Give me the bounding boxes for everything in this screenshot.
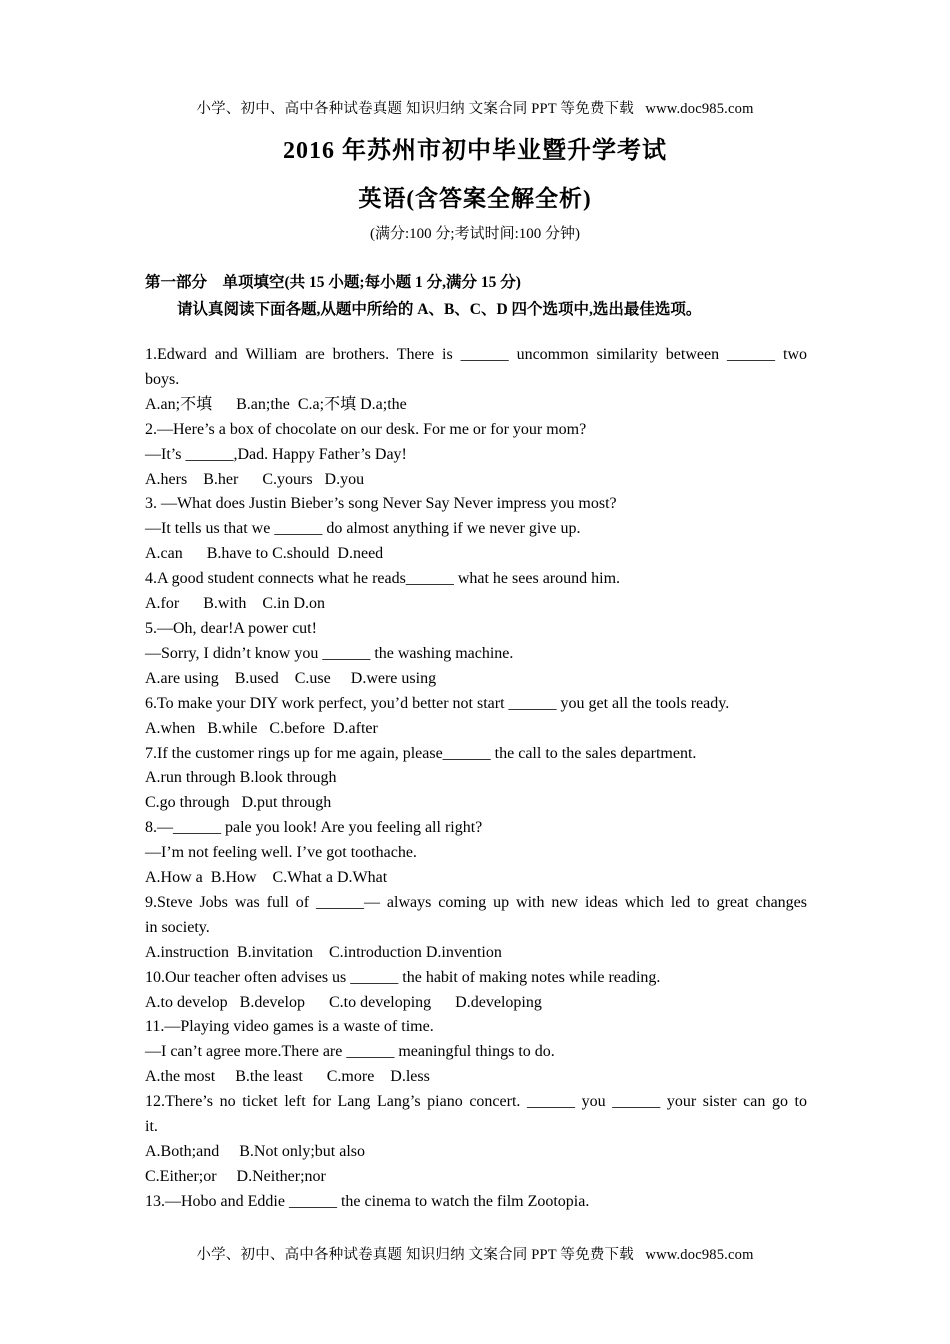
- body-line: 13.—Hobo and Eddie ______ the cinema to watch the film Zootopia.: [145, 1192, 590, 1210]
- body-line: in society.: [145, 918, 210, 936]
- body-line: 5.—Oh, dear!A power cut!: [145, 619, 317, 637]
- body-line: —I can’t agree more.There are ______ meaningful things to do.: [145, 1043, 555, 1061]
- body-line: 7.If the customer rings up for me again, please______ the call to the sales department.: [145, 744, 697, 762]
- body-line: C.go through D.put through: [145, 794, 332, 812]
- body-line: A.the most B.the least C.more D.less: [145, 1068, 430, 1086]
- body-line: A.to develop B.develop C.to developing D.developing: [145, 993, 542, 1011]
- body-line: 10.Our teacher often advises us ______ the habit of making notes while reading.: [145, 968, 661, 986]
- body-line: A.for B.with C.in D.on: [145, 595, 325, 613]
- body-line: 4.A good student connects what he reads______ what he sees around him.: [145, 570, 621, 588]
- site-header-text: 小学、初中、高中各种试卷真题 知识归纳 文案合同 PPT 等免费下载 www.doc985.com: [196, 101, 754, 117]
- body-line: A.can B.have to C.should D.need: [145, 545, 384, 563]
- body-line: it.: [145, 1118, 158, 1136]
- body-line: A.are using B.used C.use D.were using: [145, 669, 437, 687]
- body-line: 1.Edward and William are brothers. There is ______ uncommon similarity between ______ two: [145, 346, 807, 363]
- section-instructions: 请认真阅读下面各题,从题中所给的 A、B、C、D 四个选项中,选出最佳选项。: [177, 301, 702, 318]
- body-line: A.hers B.her C.yours D.you: [145, 470, 365, 488]
- body-line: A.an;不填 B.an;the C.a;不填 D.a;the: [145, 395, 407, 413]
- body-line: A.when B.while C.before D.after: [145, 719, 378, 737]
- body-line: A.run through B.look through: [145, 769, 337, 787]
- body-line: 2.—Here’s a box of chocolate on our desk. For me or for your mom?: [145, 420, 587, 438]
- body-line: C.Either;or D.Neither;nor: [145, 1167, 326, 1185]
- body-line: 6.To make your DIY work perfect, you’d better not start ______ you get all the tools ready.: [145, 694, 730, 712]
- exam-meta: (满分:100 分;考试时间:100 分钟): [370, 226, 580, 242]
- body-line: 11.—Playing video games is a waste of time.: [145, 1018, 434, 1036]
- body-line: A.How a B.How C.What a D.What: [145, 869, 388, 887]
- body-line: 8.—______ pale you look! Are you feeling all right?: [145, 819, 483, 837]
- body-line: 9.Steve Jobs was full of ______— always coming up with new ideas which led to great changes: [145, 893, 807, 911]
- body-line: —It tells us that we ______ do almost anything if we never give up.: [145, 520, 581, 538]
- section-one-heading: 第一部分 单项填空(共 15 小题;每小题 1 分,满分 15 分): [145, 274, 521, 291]
- body-line: 12.There’s no ticket left for Lang Lang’s piano concert. ______ you ______ your sister can go to: [145, 1093, 807, 1111]
- body-line: 3. —What does Justin Bieber’s song Never Say Never impress you most?: [145, 495, 617, 513]
- exam-subtitle: 英语(含答案全解全析): [358, 186, 592, 211]
- body-line: A.Both;and B.Not only;but also: [145, 1143, 365, 1160]
- site-footer-text: 小学、初中、高中各种试卷真题 知识归纳 文案合同 PPT 等免费下载 www.doc985.com: [196, 1247, 754, 1263]
- body-line: boys.: [145, 370, 180, 388]
- question-lines: [145, 343, 807, 1215]
- exam-title: 2016 年苏州市初中毕业暨升学考试: [283, 138, 667, 164]
- body-line: —Sorry, I didn’t know you ______ the washing machine.: [145, 644, 514, 662]
- body-line: —It’s ______,Dad. Happy Father’s Day!: [145, 445, 407, 463]
- body-line: —I’m not feeling well. I’ve got toothache.: [145, 844, 417, 862]
- body-line: A.instruction B.invitation C.introduction D.invention: [145, 943, 502, 961]
